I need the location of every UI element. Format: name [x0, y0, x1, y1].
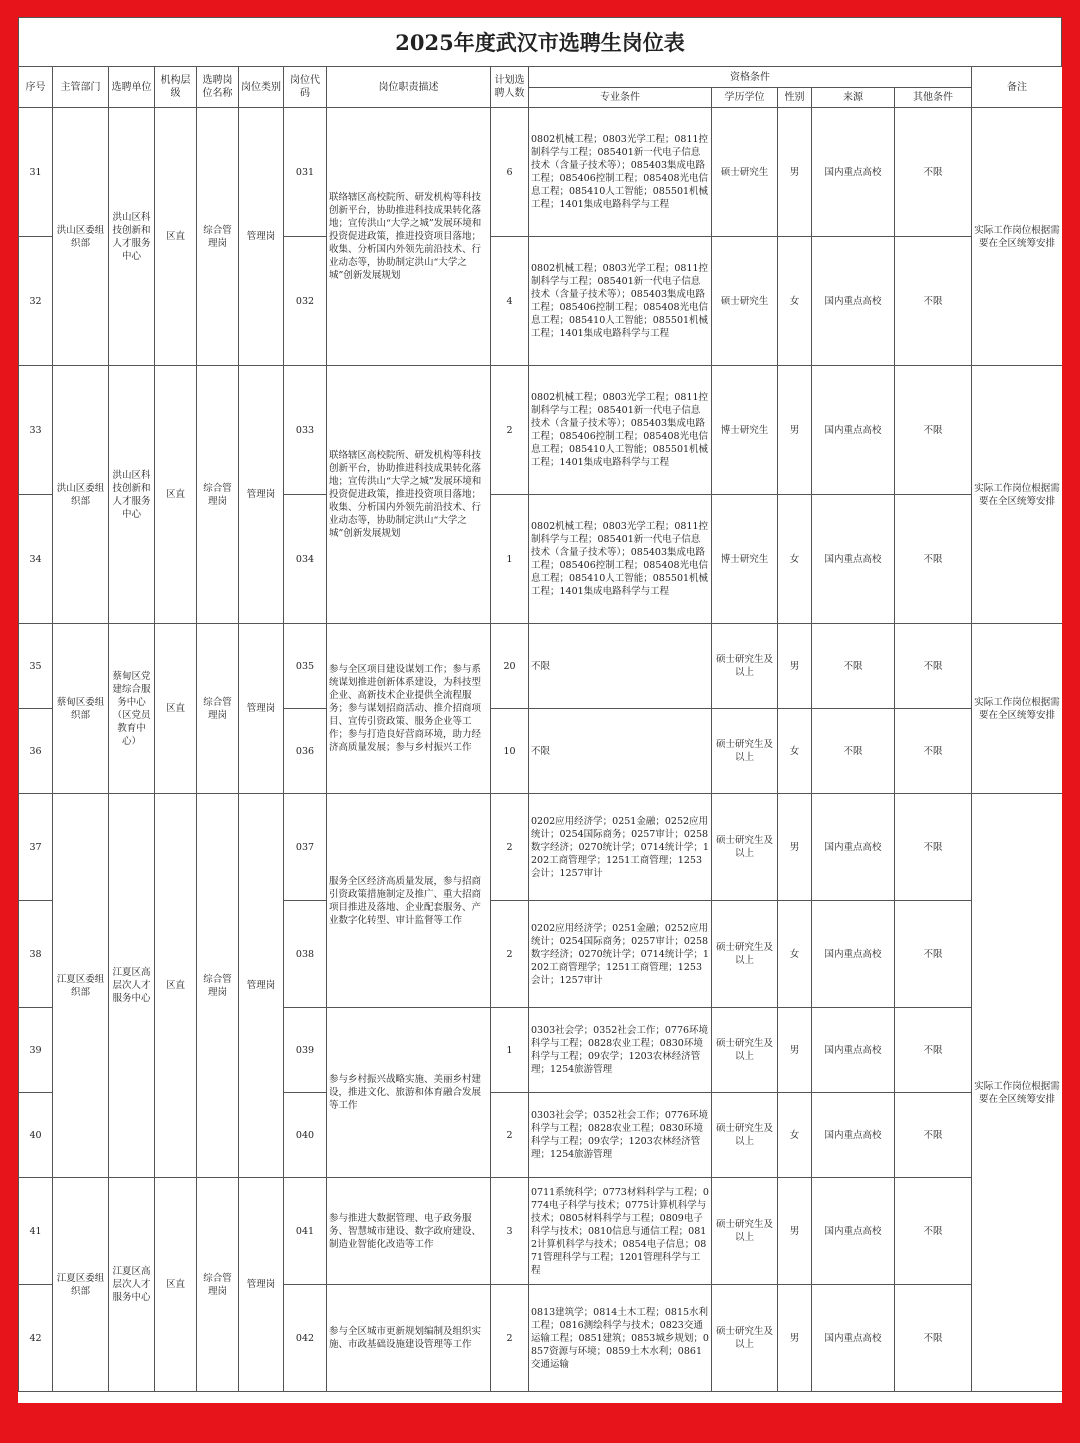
cell-dept: 江夏区委组织部: [53, 1178, 109, 1392]
header-source: 来源: [812, 88, 895, 108]
cell-pos-code: 042: [284, 1285, 327, 1392]
cell-level: 区直: [155, 366, 197, 624]
cell-count: 2: [491, 1093, 529, 1178]
cell-count: 2: [491, 366, 529, 495]
header-duty: 岗位职责描述: [327, 67, 491, 108]
header-gender: 性别: [778, 88, 812, 108]
cell-other: 不限: [895, 1093, 972, 1178]
header-major: 专业条件: [529, 88, 712, 108]
cell-pos-code: 039: [284, 1008, 327, 1093]
header-pos-type: 岗位类别: [239, 67, 284, 108]
cell-count: 4: [491, 237, 529, 366]
cell-count: 20: [491, 624, 529, 709]
cell-unit: 洪山区科技创新和人才服务中心: [109, 108, 155, 366]
cell-duty: 联络辖区高校院所、研发机构等科技创新平台，协助推进科技成果转化落地；宣传洪山“大学之城”发展环境和投资促进政策，推进投资项目落地；收集、分析国内外领先前沿技术、行业动态等，协助制定洪山“大学之城”创新发展规划: [327, 108, 491, 366]
cell-level: 区直: [155, 794, 197, 1178]
cell-other: 不限: [895, 901, 972, 1008]
cell-other: 不限: [895, 794, 972, 901]
cell-other: 不限: [895, 237, 972, 366]
cell-source: 国内重点高校: [812, 1093, 895, 1178]
cell-gender: 男: [778, 1178, 812, 1285]
cell-degree: 硕士研究生及以上: [712, 709, 778, 794]
cell-major: 不限: [529, 709, 712, 794]
cell-dept: 洪山区委组织部: [53, 108, 109, 366]
cell-duty: 参与全区城市更新规划编制及组织实施、市政基础设施建设管理等工作: [327, 1285, 491, 1392]
cell-major: 0802机械工程；0803光学工程；0811控制科学与工程；085401新一代电子信息技术（含量子技术等）；085403集成电路工程；085406控制工程；085408光电信息工程；085410人工智能；085501机械工程；1401集成电路科学与工程: [529, 495, 712, 624]
cell-count: 2: [491, 794, 529, 901]
header-other: 其他条件: [895, 88, 972, 108]
cell-pos-code: 041: [284, 1178, 327, 1285]
header-seq: 序号: [19, 67, 53, 108]
cell-degree: 博士研究生: [712, 366, 778, 495]
cell-other: 不限: [895, 709, 972, 794]
cell-gender: 男: [778, 108, 812, 237]
cell-degree: 硕士研究生及以上: [712, 901, 778, 1008]
cell-unit: 蔡甸区党建综合服务中心（区党员教育中心）: [109, 624, 155, 794]
cell-seq: 36: [19, 709, 53, 794]
cell-duty: 参与推进大数据管理、电子政务服务、智慧城市建设、数字政府建设、制造业智能化改造等工作: [327, 1178, 491, 1285]
cell-degree: 硕士研究生及以上: [712, 624, 778, 709]
cell-degree: 硕士研究生: [712, 108, 778, 237]
cell-count: 1: [491, 495, 529, 624]
cell-seq: 32: [19, 237, 53, 366]
cell-gender: 男: [778, 1008, 812, 1093]
cell-major: 0802机械工程；0803光学工程；0811控制科学与工程；085401新一代电子信息技术（含量子技术等）；085403集成电路工程；085406控制工程；085408光电信息工程；085410人工智能；085501机械工程；1401集成电路科学与工程: [529, 366, 712, 495]
cell-source: 国内重点高校: [812, 1285, 895, 1392]
page-title: 2025年度武汉市选聘生岗位表: [18, 17, 1062, 66]
cell-seq: 31: [19, 108, 53, 237]
cell-pos-type: 管理岗: [239, 1178, 284, 1392]
cell-gender: 女: [778, 1093, 812, 1178]
cell-pos-code: 031: [284, 108, 327, 237]
cell-count: 2: [491, 901, 529, 1008]
header-pos-name: 选聘岗位名称: [197, 67, 239, 108]
cell-level: 区直: [155, 624, 197, 794]
cell-seq: 37: [19, 794, 53, 901]
table-row: [19, 794, 1063, 901]
table-row: [19, 624, 1063, 709]
table-row: [19, 108, 1063, 237]
cell-seq: 35: [19, 624, 53, 709]
cell-source: 国内重点高校: [812, 794, 895, 901]
cell-gender: 女: [778, 495, 812, 624]
cell-major: 0802机械工程；0803光学工程；0811控制科学与工程；085401新一代电子信息技术（含量子技术等）；085403集成电路工程；085406控制工程；085408光电信息工程；085410人工智能；085501机械工程；1401集成电路科学与工程: [529, 108, 712, 237]
cell-duty: 参与全区项目建设谋划工作；参与系统谋划推进创新体系建设，为科技型企业、高新技术企业提供全流程服务；参与谋划招商活动、推介招商项目、宣传引资政策、服务企业等工作；参与打造良好营商环境，助力经济高质量发展；参与乡村振兴工作: [327, 624, 491, 794]
cell-pos-type: 管理岗: [239, 794, 284, 1178]
cell-seq: 41: [19, 1178, 53, 1285]
cell-source: 不限: [812, 709, 895, 794]
cell-degree: 硕士研究生及以上: [712, 794, 778, 901]
cell-count: 10: [491, 709, 529, 794]
cell-count: 6: [491, 108, 529, 237]
header-pos-code: 岗位代码: [284, 67, 327, 108]
cell-other: 不限: [895, 1008, 972, 1093]
cell-gender: 男: [778, 366, 812, 495]
cell-duty: 参与乡村振兴战略实施、美丽乡村建设，推进文化、旅游和体育融合发展等工作: [327, 1008, 491, 1178]
cell-gender: 女: [778, 901, 812, 1008]
cell-duty: 服务全区经济高质量发展，参与招商引资政策措施制定及推广、重大招商项目推进及落地、企业配套服务、产业数字化转型、审计监督等工作: [327, 794, 491, 1008]
cell-source: 国内重点高校: [812, 108, 895, 237]
cell-pos-type: 管理岗: [239, 108, 284, 366]
cell-source: 国内重点高校: [812, 495, 895, 624]
cell-pos-name: 综合管理岗: [197, 108, 239, 366]
cell-duty: 联络辖区高校院所、研发机构等科技创新平台，协助推进科技成果转化落地；宣传洪山“大学之城”发展环境和投资促进政策，推进投资项目落地；收集、分析国内外领先前沿技术、行业动态等，协助制定洪山“大学之城”创新发展规划: [327, 366, 491, 624]
header-degree: 学历学位: [712, 88, 778, 108]
header-count: 计划选聘人数: [491, 67, 529, 108]
cell-level: 区直: [155, 1178, 197, 1392]
cell-major: 0303社会学；0352社会工作；0776环境科学与工程；0828农业工程；0830环境科学与工程；09农学；1203农林经济管理；1254旅游管理: [529, 1008, 712, 1093]
cell-seq: 42: [19, 1285, 53, 1392]
cell-seq: 34: [19, 495, 53, 624]
cell-source: 国内重点高校: [812, 1008, 895, 1093]
cell-dept: 洪山区委组织部: [53, 366, 109, 624]
cell-seq: 39: [19, 1008, 53, 1093]
cell-pos-code: 036: [284, 709, 327, 794]
cell-degree: 硕士研究生及以上: [712, 1285, 778, 1392]
cell-major: 0813建筑学；0814土木工程；0815水利工程；0816测绘科学与技术；0823交通运输工程；0851建筑；0853城乡规划；0857资源与环境；0859土木水利；0861交通运输: [529, 1285, 712, 1392]
cell-pos-code: 038: [284, 901, 327, 1008]
cell-seq: 38: [19, 901, 53, 1008]
cell-gender: 男: [778, 624, 812, 709]
document-sheet: [18, 17, 1062, 1403]
cell-count: 2: [491, 1285, 529, 1392]
cell-source: 国内重点高校: [812, 1178, 895, 1285]
cell-remark: 实际工作岗位根据需要在全区统筹安排: [972, 366, 1063, 624]
cell-major: 0202应用经济学；0251金融；0252应用统计；0254国际商务；0257审计；0258数字经济；0270统计学；0714统计学；1202工商管理学；1251工商管理；1253会计；1257审计: [529, 901, 712, 1008]
cell-pos-name: 综合管理岗: [197, 794, 239, 1178]
cell-gender: 男: [778, 1285, 812, 1392]
cell-count: 3: [491, 1178, 529, 1285]
cell-other: 不限: [895, 495, 972, 624]
cell-pos-code: 037: [284, 794, 327, 901]
positions-table: [18, 66, 1062, 1392]
header-dept: 主管部门: [53, 67, 109, 108]
cell-pos-code: 035: [284, 624, 327, 709]
cell-degree: 硕士研究生及以上: [712, 1178, 778, 1285]
cell-other: 不限: [895, 366, 972, 495]
header-qualifications: 资格条件: [529, 67, 972, 88]
cell-gender: 女: [778, 237, 812, 366]
cell-pos-type: 管理岗: [239, 366, 284, 624]
cell-pos-code: 034: [284, 495, 327, 624]
cell-degree: 硕士研究生: [712, 237, 778, 366]
cell-degree: 硕士研究生及以上: [712, 1008, 778, 1093]
cell-major: 0303社会学；0352社会工作；0776环境科学与工程；0828农业工程；0830环境科学与工程；09农学；1203农林经济管理；1254旅游管理: [529, 1093, 712, 1178]
cell-major: 不限: [529, 624, 712, 709]
cell-other: 不限: [895, 108, 972, 237]
cell-count: 1: [491, 1008, 529, 1093]
cell-dept: 江夏区委组织部: [53, 794, 109, 1178]
header-remark: 备注: [972, 67, 1063, 108]
cell-major: 0711系统科学；0773材料科学与工程；0774电子科学与技术；0775计算机科学与技术；0805材料科学与工程；0809电子科学与技术；0810信息与通信工程；0812计算机科学与技术；0854电子信息；0871管理科学与工程；1201管理科学与工程: [529, 1178, 712, 1285]
header-level: 机构层级: [155, 67, 197, 108]
table-row: [19, 1178, 1063, 1285]
cell-source: 国内重点高校: [812, 901, 895, 1008]
cell-unit: 洪山区科技创新和人才服务中心: [109, 366, 155, 624]
cell-seq: 40: [19, 1093, 53, 1178]
cell-seq: 33: [19, 366, 53, 495]
cell-major: 0802机械工程；0803光学工程；0811控制科学与工程；085401新一代电子信息技术（含量子技术等）；085403集成电路工程；085406控制工程；085408光电信息工程；085410人工智能；085501机械工程；1401集成电路科学与工程: [529, 237, 712, 366]
cell-pos-code: 033: [284, 366, 327, 495]
header-unit: 选聘单位: [109, 67, 155, 108]
cell-unit: 江夏区高层次人才服务中心: [109, 1178, 155, 1392]
cell-remark: 实际工作岗位根据需要在全区统筹安排: [972, 108, 1063, 366]
cell-pos-name: 综合管理岗: [197, 366, 239, 624]
cell-pos-code: 032: [284, 237, 327, 366]
cell-pos-code: 040: [284, 1093, 327, 1178]
cell-source: 不限: [812, 624, 895, 709]
cell-source: 国内重点高校: [812, 366, 895, 495]
cell-major: 0202应用经济学；0251金融；0252应用统计；0254国际商务；0257审计；0258数字经济；0270统计学；0714统计学；1202工商管理学；1251工商管理；1253会计；1257审计: [529, 794, 712, 901]
cell-level: 区直: [155, 108, 197, 366]
cell-other: 不限: [895, 1285, 972, 1392]
cell-gender: 女: [778, 709, 812, 794]
cell-degree: 博士研究生: [712, 495, 778, 624]
cell-pos-type: 管理岗: [239, 624, 284, 794]
cell-other: 不限: [895, 624, 972, 709]
cell-source: 国内重点高校: [812, 237, 895, 366]
cell-unit: 江夏区高层次人才服务中心: [109, 794, 155, 1178]
cell-pos-name: 综合管理岗: [197, 1178, 239, 1392]
cell-dept: 蔡甸区委组织部: [53, 624, 109, 794]
cell-pos-name: 综合管理岗: [197, 624, 239, 794]
cell-other: 不限: [895, 1178, 972, 1285]
cell-remark: 实际工作岗位根据需要在全区统筹安排: [972, 624, 1063, 794]
cell-remark: 实际工作岗位根据需要在全区统筹安排: [972, 794, 1063, 1392]
table-row: [19, 366, 1063, 495]
cell-degree: 硕士研究生及以上: [712, 1093, 778, 1178]
cell-gender: 男: [778, 794, 812, 901]
